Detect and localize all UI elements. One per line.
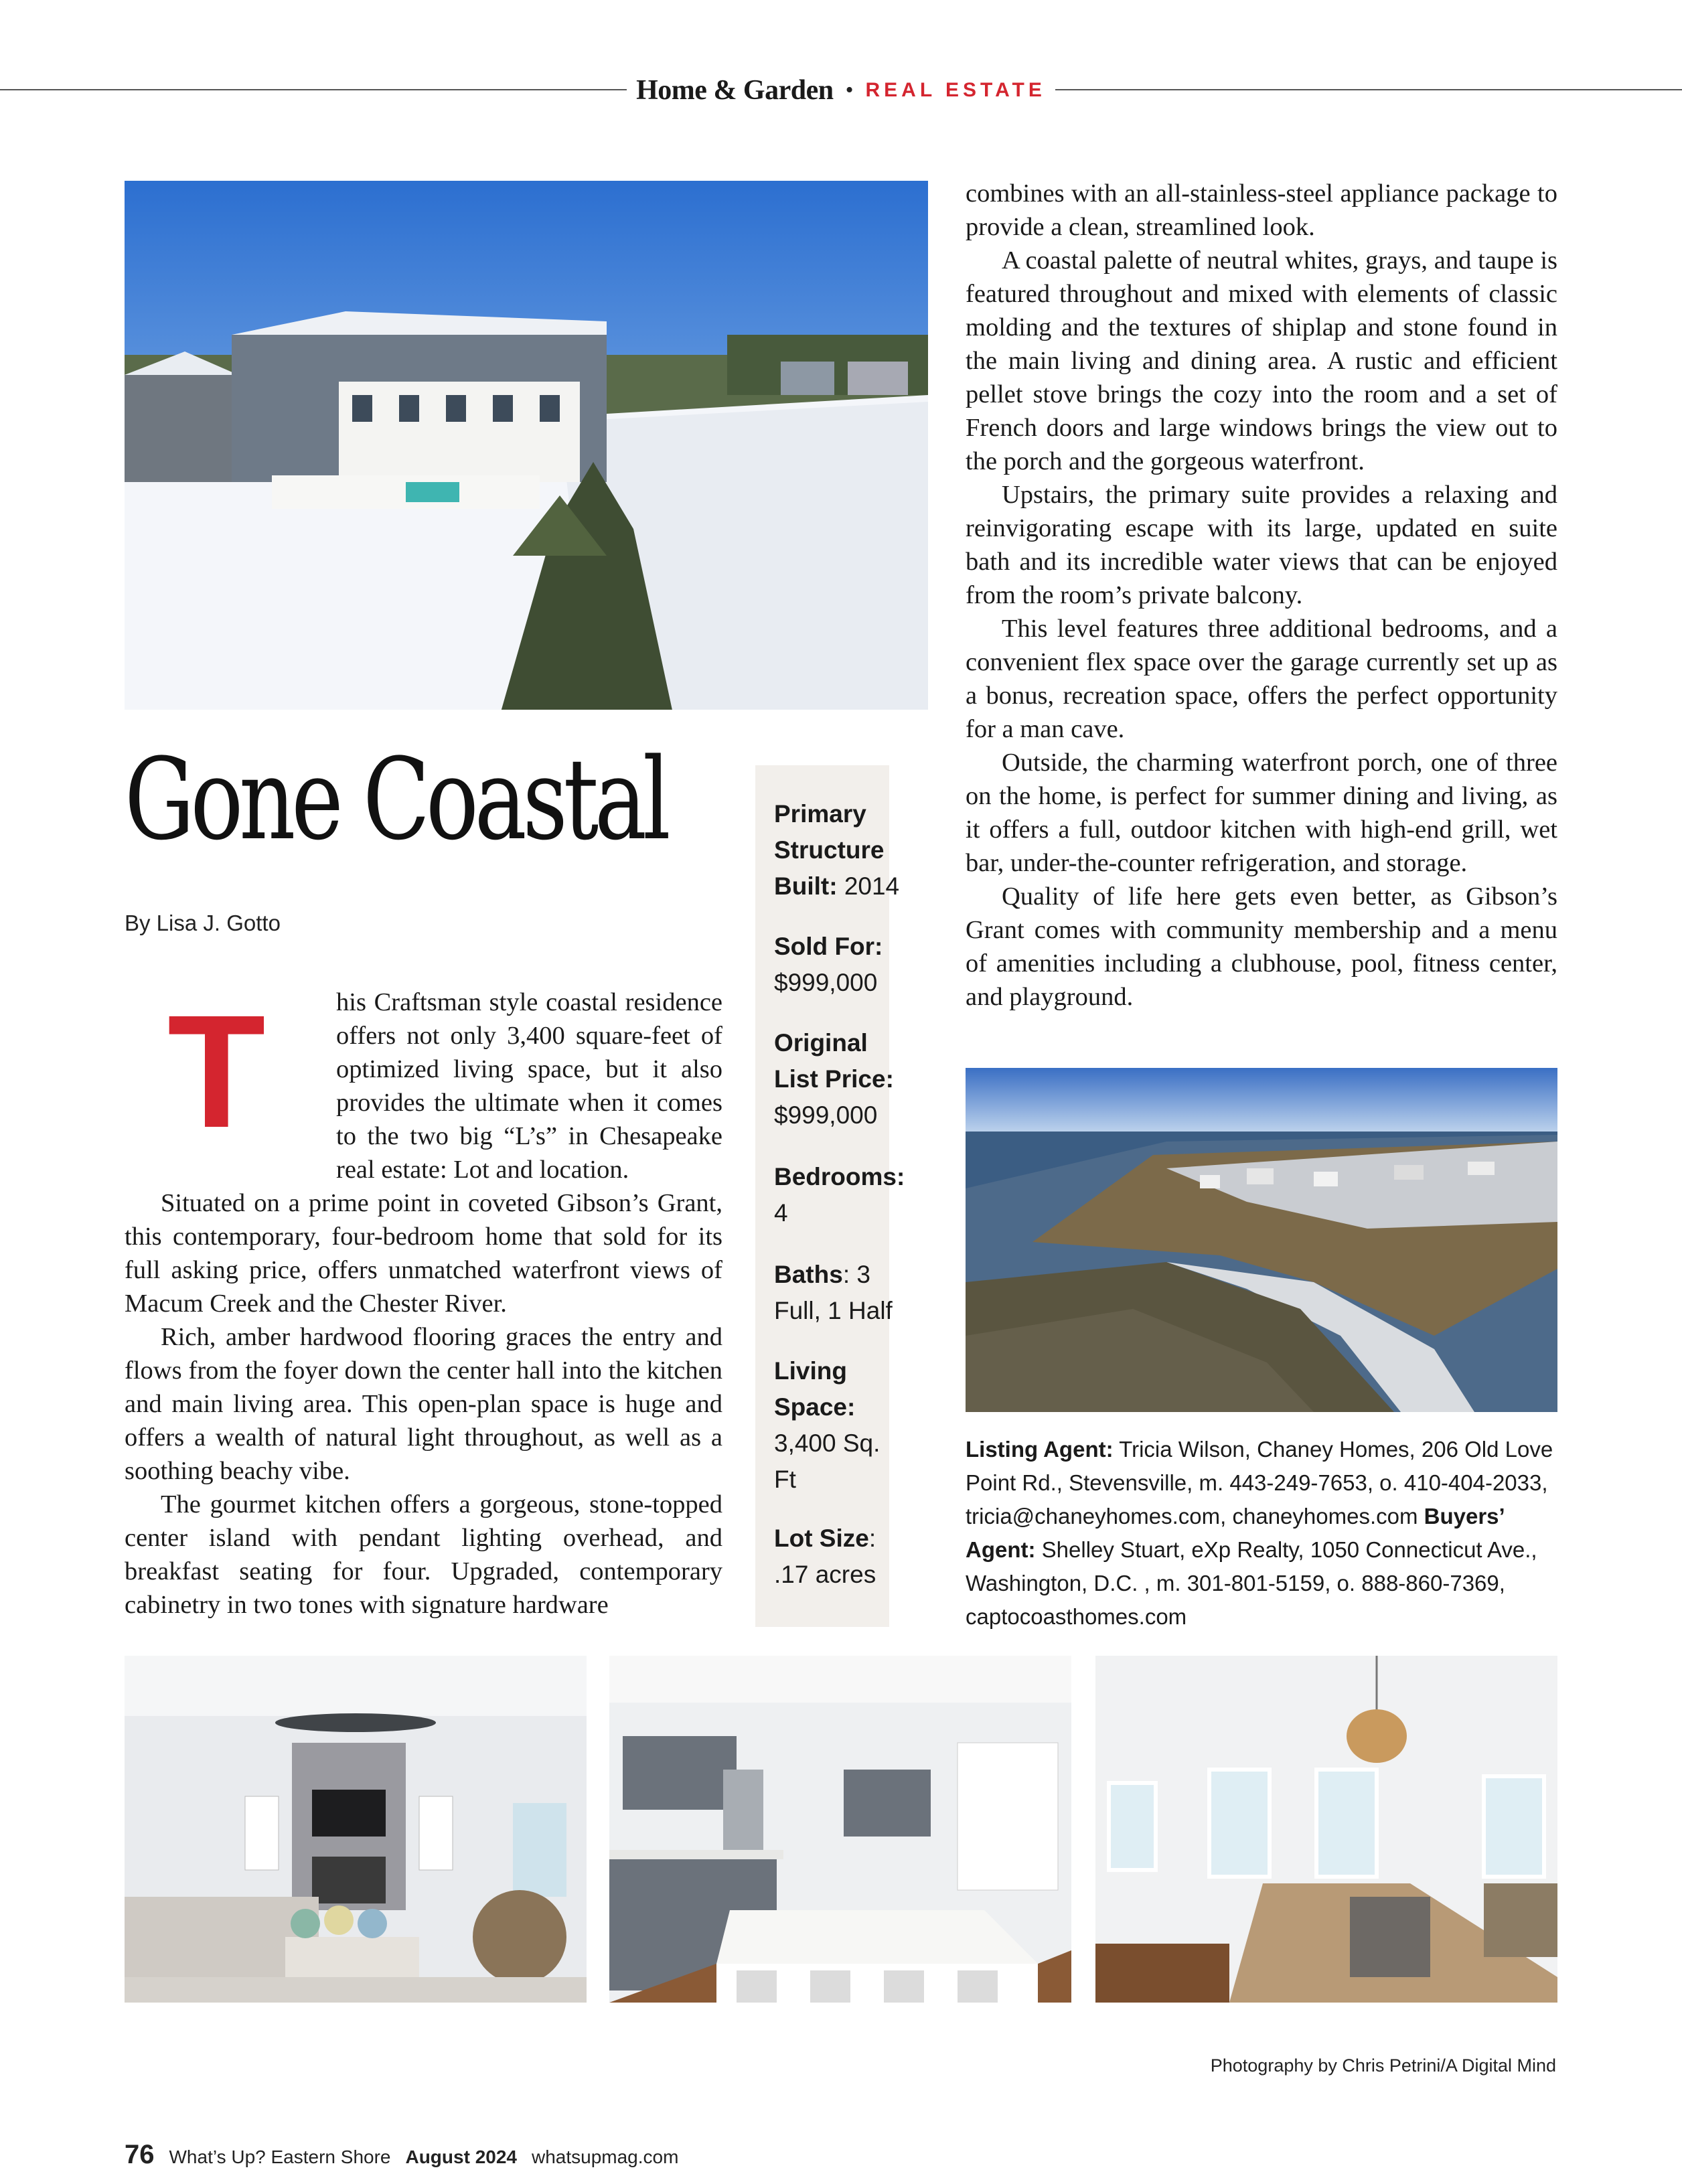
- paragraph: A coastal palette of neutral whites, grays, and taupe is featured throughout and mixed with elements of classic molding and the textures of shiplap and stone found in the main living and dining area. A rustic and efficient pellet stove brings the cozy into the room and a set of French doors and large windows brings the view out to the porch and the gorgeous waterfront.: [966, 246, 1557, 475]
- left-column-body: [125, 1186, 722, 1622]
- fact-lot-size: Lot Size: .17 acres: [774, 1525, 876, 1588]
- house-exterior-photo: [125, 181, 928, 710]
- listing-agent-label: Listing Agent:: [966, 1437, 1114, 1462]
- header-brand: Home & Garden: [636, 75, 834, 106]
- paragraph-intro: his Craftsman style coastal residence offers not only 3,400 square-feet of optimized living space, but it also provides the ultimate when it comes to the two big “L’s” in Chesapeake real estate: Lot and location.: [336, 988, 722, 1184]
- paragraph: Situated on a prime point in coveted Gibson’s Grant, this contemporary, four-bedroom home that sold for its full asking price, offers unmatched waterfront views of Macum Creek and the Chester River.: [125, 1189, 722, 1318]
- publication-name: What’s Up? Eastern Shore: [169, 2147, 391, 2167]
- paragraph: combines with an all-stainless-steel appliance package to provide a clean, streamlined look.: [966, 179, 1557, 241]
- listing-agent-text: Tricia Wilson, Chaney Homes, 206 Old Love Point Rd., Stevensville, m. 443-249-7653, o. 410-404-2033, tricia@chaneyhomes.com, chaneyhomes.com: [966, 1437, 1553, 1529]
- right-column-body: [966, 177, 1557, 1014]
- buyers-agent-label: Buyers’ Agent:: [966, 1504, 1504, 1562]
- dining-room-photo: [1095, 1656, 1557, 2003]
- living-room-photo: [125, 1656, 587, 2003]
- issue-date: August 2024: [405, 2147, 517, 2167]
- fact-list-price: Original List Price: $999,000: [774, 1029, 894, 1129]
- header-section: REAL ESTATE: [865, 79, 1046, 101]
- agent-info: [966, 1433, 1557, 1634]
- property-facts-sidebar: [755, 765, 905, 1627]
- page-number: 76: [125, 2140, 155, 2169]
- fact-baths: Baths: 3 Full, 1 Half: [774, 1261, 893, 1324]
- paragraph: Quality of life here gets even better, as Gibson’s Grant comes with community membership and a menu of amenities including a clubhouse, pool, fitness center, and playground.: [966, 882, 1557, 1011]
- aerial-waterfront-photo: [966, 1068, 1557, 1412]
- paragraph: This level features three additional bedrooms, and a convenient flex space over the garage currently set up as a bonus, recreation space, offers the perfect opportunity for a man cave.: [966, 615, 1557, 743]
- buyers-agent-text: Shelley Stuart, eXp Realty, 1050 Connecticut Ave., Washington, D.C. , m. 301-801-5159, o. 888-860-7369, captocoasthomes.com: [966, 1537, 1537, 1629]
- header-rule-left: [0, 89, 627, 90]
- running-header: [627, 67, 1055, 114]
- drop-cap: T: [167, 982, 266, 1161]
- header-rule-right: [1055, 89, 1682, 90]
- header-separator: •: [845, 78, 854, 102]
- paragraph: Outside, the charming waterfront porch, one of three on the home, is perfect for summer dining and living, as it offers a full, outdoor kitchen with high-end grill, wet bar, under-the-counter refrigeration, and storage.: [966, 749, 1557, 877]
- website: whatsupmag.com: [531, 2147, 679, 2167]
- photo-credit: Photography by Chris Petrini/A Digital Mind: [1210, 2055, 1556, 2076]
- fact-bedrooms: Bedrooms: 4: [774, 1163, 905, 1227]
- paragraph: The gourmet kitchen offers a gorgeous, stone-topped center island with pendant lighting overhead, and breakfast seating for four. Upgraded, contemporary cabinetry in two tones with signature hardware: [125, 1490, 722, 1619]
- paragraph: Upstairs, the primary suite provides a relaxing and reinvigorating escape with its large, updated en suite bath and its incredible water views that can be enjoyed from the room’s private balcony.: [966, 481, 1557, 609]
- fact-living-space: Living Space: 3,400 Sq. Ft: [774, 1357, 881, 1493]
- fact-built: Primary Structure Built: 2014: [774, 800, 900, 900]
- fact-sold-for: Sold For: $999,000: [774, 933, 883, 996]
- paragraph: Rich, amber hardwood flooring graces the entry and flows from the foyer down the center hall into the kitchen and main living area. This open-plan space is huge and offers a wealth of natural light throughout, as well as a soothing beachy vibe.: [125, 1323, 722, 1485]
- page-footer: [125, 2140, 678, 2170]
- left-column-intro: [336, 986, 722, 1186]
- byline: By Lisa J. Gotto: [125, 911, 281, 935]
- article-title: Gone Coastal: [125, 734, 667, 865]
- kitchen-photo: [609, 1656, 1071, 2003]
